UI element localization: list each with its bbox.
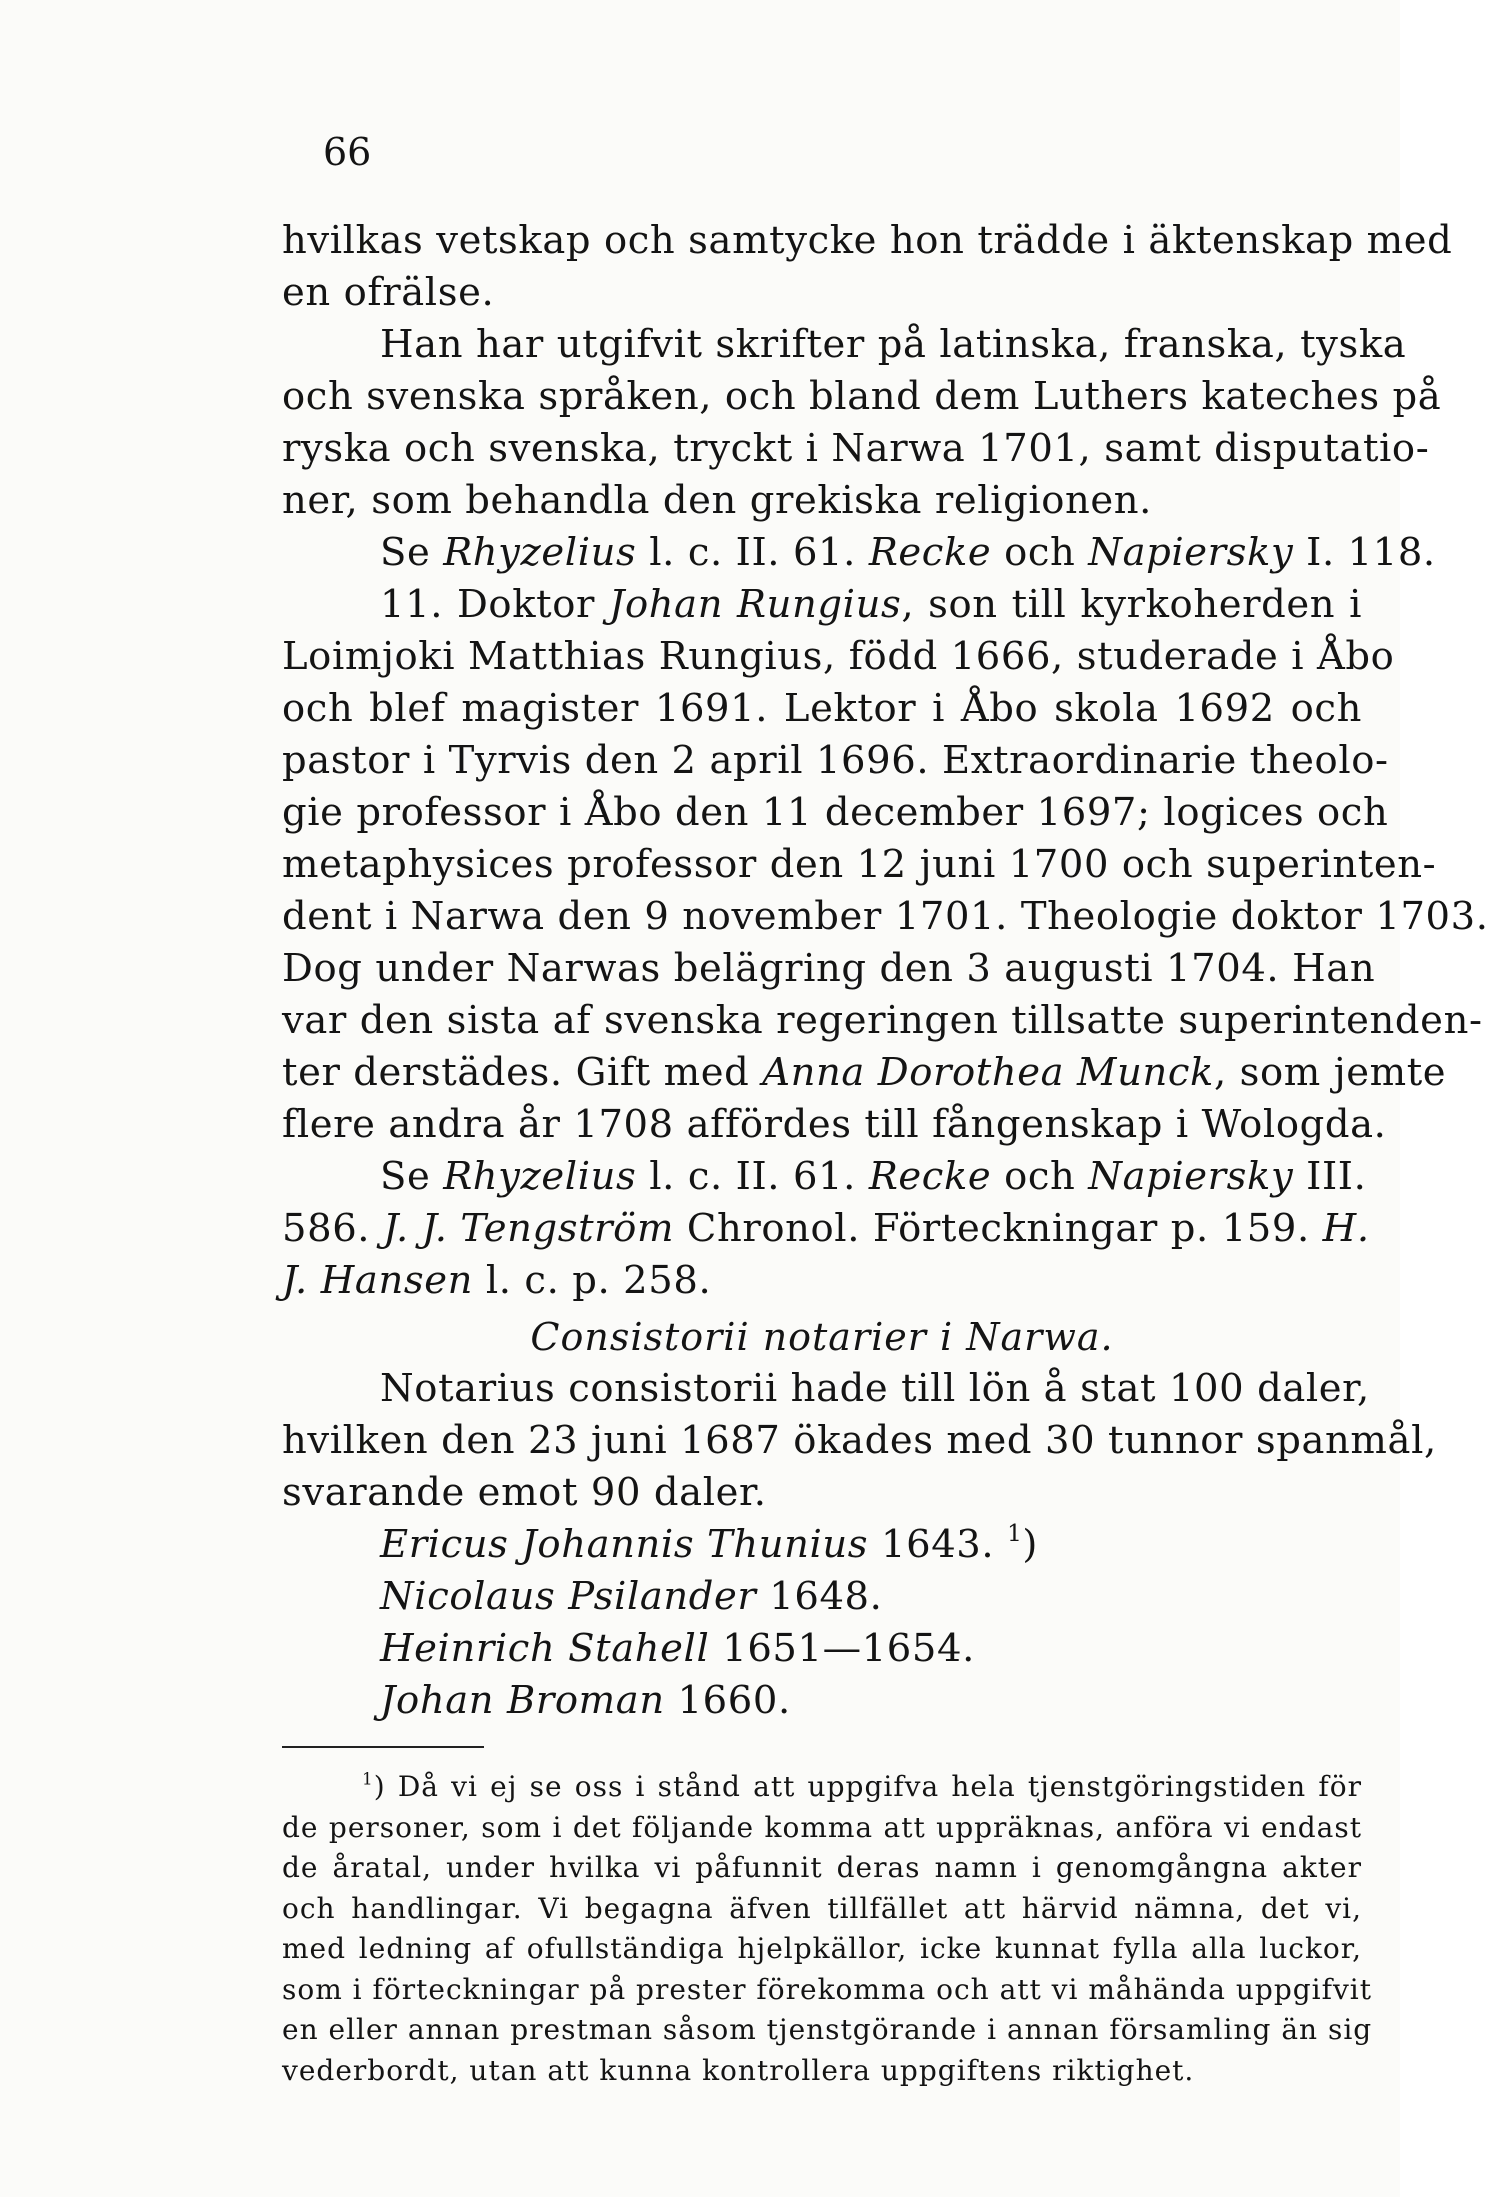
footnote-divider	[282, 1746, 484, 1748]
text-line: ter derstädes. Gift med Anna Dorothea Munck, som jemte	[282, 1050, 1447, 1095]
notary-entry: Ericus Johannis Thunius 1643. $^1$)	[380, 1520, 1038, 1567]
text-line: gie professor i Åbo den 11 december 1697; logices och	[282, 790, 1389, 835]
footnote-line: med ledning af ofullständiga hjelpkällor, icke kunnat fylla alla luckor,	[282, 1932, 1362, 1965]
author-name: Napiersky	[1088, 1154, 1294, 1199]
footnote-ref: 1	[1007, 1520, 1023, 1547]
notary-entry: Heinrich Stahell 1651—1654.	[380, 1626, 975, 1671]
main-text	[282, 215, 1489, 1727]
author-name: Napiersky	[1088, 530, 1294, 575]
text-line: hvilken den 23 juni 1687 ökades med 30 tunnor spanmål,	[282, 1418, 1437, 1463]
reference-line: Se Rhyzelius l. c. II. 61. Recke och Napiersky I. 118.	[380, 530, 1436, 575]
reference-line: 586. J. J. Tengström Chronol. Förteckningar p. 159. H.	[282, 1206, 1370, 1251]
person-name: Heinrich Stahell	[380, 1626, 710, 1671]
text-line: Loimjoki Matthias Rungius, född 1666, studerade i Åbo	[282, 634, 1395, 679]
entry-heading-line: 11. Doktor Johan Rungius, son till kyrkoherden i	[380, 582, 1363, 627]
footnote-line: som i förteckningar på prester förekomma och att vi måhända uppgifvit	[282, 1972, 1373, 2006]
person-name: Ericus Johannis Thunius	[380, 1522, 869, 1567]
text-line: Dog under Narwas belägring den 3 augusti 1704. Han	[282, 946, 1376, 991]
footnote-marker: 1	[362, 1768, 374, 1789]
person-name: Nicolaus Psilander	[380, 1574, 757, 1619]
text-line: ner, som behandla den grekiska religionen.	[282, 478, 1153, 523]
text-line: Han har utgifvit skrifter på latinska, franska, tyska	[380, 322, 1407, 367]
footnote-line: de personer, som i det följande komma att uppräknas, anföra vi endast	[282, 1810, 1362, 1844]
author-name: Recke	[868, 1154, 992, 1199]
text-line: pastor i Tyrvis den 2 april 1696. Extraordinarie theolo-	[282, 738, 1389, 783]
footnote-line: $^1$) Då vi ej se oss i stånd att uppgifva hela tjenstgöringstiden för	[362, 1768, 1362, 1803]
text-line: och blef magister 1691. Lektor i Åbo skola 1692 och	[282, 686, 1362, 731]
person-name: Johan Broman	[380, 1678, 665, 1723]
section-heading: Consistorii notarier i Narwa.	[530, 1315, 1114, 1359]
text-line: var den sista af svenska regeringen tillsatte superintenden-	[282, 998, 1483, 1043]
notary-entry: Johan Broman 1660.	[380, 1678, 791, 1723]
text-line: en ofrälse.	[282, 270, 495, 315]
footnote	[282, 1767, 1373, 2091]
person-name: Johan Rungius	[608, 582, 902, 627]
text-line: hvilkas vetskap och samtycke hon trädde i äktenskap med	[282, 218, 1453, 263]
author-name: Rhyzelius	[443, 1154, 637, 1199]
reference-line: J. Hansen l. c. p. 258.	[282, 1258, 712, 1303]
author-name: J. Hansen	[282, 1258, 473, 1303]
author-name: J. J. Tengström	[382, 1206, 675, 1251]
text-line: och svenska språken, och bland dem Luthers kateches på	[282, 374, 1442, 419]
footnote-line: de åratal, under hvilka vi påfunnit deras namn i genomgångna akter	[282, 1851, 1362, 1884]
person-name: Anna Dorothea Munck	[762, 1050, 1214, 1095]
text-line: Notarius consistorii hade till lön å stat 100 daler,	[380, 1366, 1370, 1411]
footnote-line: och handlingar. Vi begagna äfven tillfället att härvid nämna, det vi,	[282, 1891, 1362, 1925]
author-name: H.	[1322, 1206, 1370, 1251]
text-line: metaphysices professor den 12 juni 1700 och superinten-	[282, 842, 1437, 887]
author-name: Rhyzelius	[443, 530, 637, 575]
author-name: Recke	[868, 530, 992, 575]
page-number: 66	[323, 130, 372, 174]
text-line: svarande emot 90 daler.	[282, 1470, 767, 1515]
footnote-line: vederbordt, utan att kunna kontrollera uppgiftens riktighet.	[282, 2053, 1195, 2087]
reference-line: Se Rhyzelius l. c. II. 61. Recke och Napiersky III.	[380, 1154, 1367, 1199]
notary-entry: Nicolaus Psilander 1648.	[380, 1574, 883, 1619]
footnote-line: en eller annan prestman såsom tjenstgörande i annan församling än sig	[282, 2013, 1373, 2046]
text-line: flere andra år 1708 affördes till fångenskap i Wologda.	[282, 1102, 1387, 1147]
text-line: dent i Narwa den 9 november 1701. Theologie doktor 1703.	[282, 894, 1489, 939]
text-line: ryska och svenska, tryckt i Narwa 1701, samt disputatio-	[282, 426, 1430, 471]
